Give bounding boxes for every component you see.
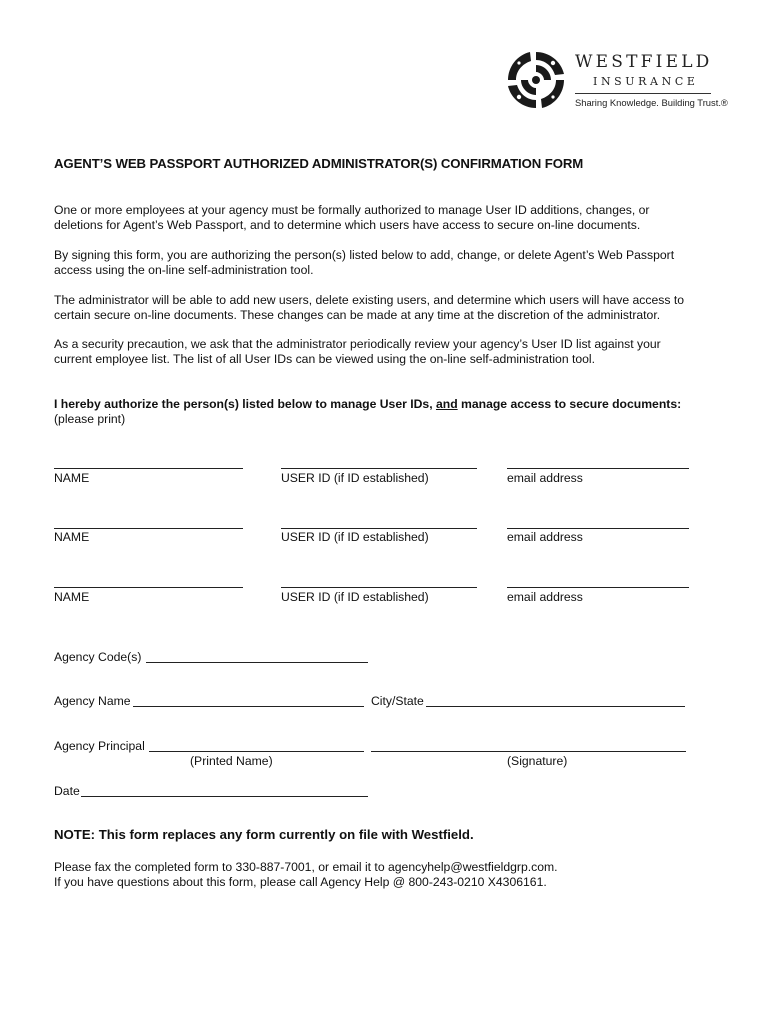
userid-field-line[interactable] bbox=[281, 468, 477, 469]
westfield-swirl-icon bbox=[505, 49, 567, 111]
email-field-line[interactable] bbox=[507, 468, 689, 469]
security-paragraph-line-2: current employee list. The list of all User IDs can be viewed using the on-line self-administration tool. bbox=[54, 352, 596, 366]
email-field-line[interactable] bbox=[507, 587, 689, 588]
authorization-statement-part-1: I hereby authorize the person(s) listed below to manage User IDs, bbox=[54, 397, 436, 411]
agency-principal-signature-line[interactable] bbox=[371, 751, 686, 752]
authorization-statement-and: and bbox=[435, 397, 458, 411]
security-paragraph-line-1: As a security precaution, we ask that the administrator periodically review your agency’s User ID list against your bbox=[54, 337, 661, 351]
email-label: email address bbox=[507, 530, 583, 544]
name-label: NAME bbox=[54, 530, 90, 544]
administrator-paragraph-line-2: certain secure on-line documents. These changes can be made at any time at the discretion of the administrator. bbox=[54, 308, 661, 322]
authorization-statement bbox=[54, 397, 681, 412]
please-print-note: (please print) bbox=[54, 412, 126, 426]
name-label: NAME bbox=[54, 471, 90, 485]
agency-principal-name-line[interactable] bbox=[149, 751, 364, 752]
intro-paragraph-line-1: One or more employees at your agency must be formally authorized to manage User ID additions, changes, or bbox=[54, 203, 650, 217]
userid-label: USER ID (if ID established) bbox=[281, 530, 429, 544]
brand-subtitle: INSURANCE bbox=[593, 75, 699, 88]
fax-instructions: Please fax the completed form to 330-887-7001, or email it to agencyhelp@westfieldgrp.com. bbox=[54, 860, 558, 874]
form-title: AGENT’S WEB PASSPORT AUTHORIZED ADMINISTRATOR(S) CONFIRMATION FORM bbox=[54, 156, 584, 171]
brand-divider bbox=[575, 93, 711, 94]
name-field-line[interactable] bbox=[54, 587, 243, 588]
replacement-note: NOTE: This form replaces any form currently on file with Westfield. bbox=[54, 827, 474, 842]
brand-name: WESTFIELD bbox=[575, 52, 713, 72]
brand-tagline: Sharing Knowledge. Building Trust.® bbox=[575, 97, 728, 108]
agency-name-field-line[interactable] bbox=[133, 706, 364, 707]
agency-principal-label: Agency Principal bbox=[54, 739, 145, 753]
administrator-paragraph-line-1: The administrator will be able to add new users, delete existing users, and determine which users will have access to bbox=[54, 293, 685, 307]
authorization-statement-part-3: manage access to secure documents: bbox=[457, 397, 682, 411]
authorization-paragraph-line-1: By signing this form, you are authorizing the person(s) listed below to add, change, or delete Agent’s Web Passport bbox=[54, 248, 675, 262]
authorization-paragraph-line-2: access using the on-line self-administration tool. bbox=[54, 263, 314, 277]
email-label: email address bbox=[507, 590, 583, 604]
userid-field-line[interactable] bbox=[281, 587, 477, 588]
email-field-line[interactable] bbox=[507, 528, 689, 529]
city-state-field-line[interactable] bbox=[426, 706, 685, 707]
date-label: Date bbox=[54, 784, 80, 798]
userid-field-line[interactable] bbox=[281, 528, 477, 529]
name-label: NAME bbox=[54, 590, 90, 604]
printed-name-caption: (Printed Name) bbox=[190, 754, 273, 768]
agency-code-field-line[interactable] bbox=[146, 662, 368, 663]
agency-name-label: Agency Name bbox=[54, 694, 131, 708]
signature-caption: (Signature) bbox=[507, 754, 568, 768]
email-label: email address bbox=[507, 471, 583, 485]
date-field-line[interactable] bbox=[81, 796, 368, 797]
city-state-label: City/State bbox=[371, 694, 424, 708]
name-field-line[interactable] bbox=[54, 528, 243, 529]
intro-paragraph-line-2: deletions for Agent’s Web Passport, and to determine which users have access to secure on-line documents. bbox=[54, 218, 641, 232]
userid-label: USER ID (if ID established) bbox=[281, 471, 429, 485]
name-field-line[interactable] bbox=[54, 468, 243, 469]
userid-label: USER ID (if ID established) bbox=[281, 590, 429, 604]
agency-code-label: Agency Code(s) bbox=[54, 650, 142, 664]
help-contact: If you have questions about this form, please call Agency Help @ 800-243-0210 X4306161. bbox=[54, 875, 547, 889]
